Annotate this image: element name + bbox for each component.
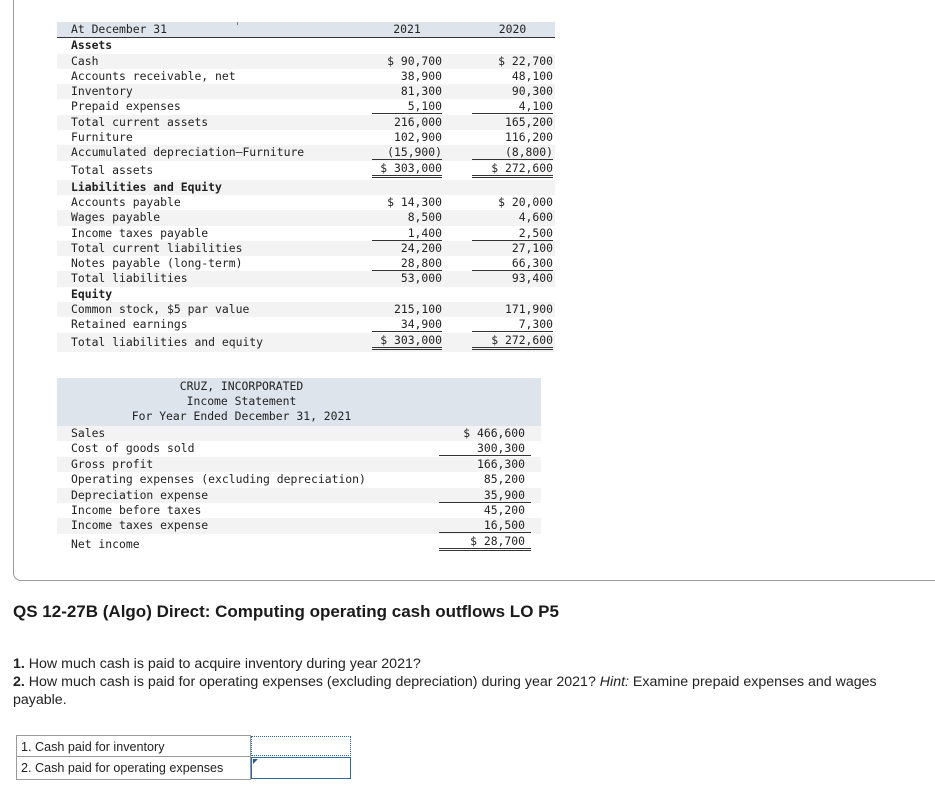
balance-sheet-value-2020: 93,400: [511, 271, 553, 286]
income-statement-row-value: 85,200: [483, 472, 525, 487]
income-statement-row: [57, 457, 541, 472]
income-statement-row: [57, 441, 541, 456]
balance-sheet-row: [57, 115, 555, 130]
balance-sheet-value-2021: $ 303,000: [372, 161, 442, 178]
question-title: QS 12-27B (Algo) Direct: Computing operating cash outflows LO P5: [13, 602, 559, 621]
income-statement-row-label: Depreciation expense: [71, 487, 209, 502]
header-date-label: At December 31: [71, 22, 168, 36]
balance-sheet-value-2020: 4,100: [472, 99, 553, 114]
balance-sheet-value-2021: $ 90,700: [387, 53, 442, 68]
balance-sheet-row-label: Accounts receivable, net: [71, 68, 236, 83]
question-2-text: How much cash is paid for operating expenses (excluding depreciation) during year 2021?: [28, 674, 596, 690]
balance-sheet-row-label: Common stock, $5 par value: [71, 302, 250, 317]
balance-sheet-value-2021: 102,900: [393, 130, 442, 145]
question-1-text: How much cash is paid to acquire inventory during year 2021?: [28, 656, 421, 672]
answer-label-operating-expenses: 2. Cash paid for operating expenses: [16, 757, 251, 780]
balance-sheet-row: [57, 302, 555, 317]
cell-marker-icon: [253, 759, 258, 764]
income-statement-row: [57, 472, 541, 487]
income-statement-row-value: 35,900: [439, 488, 531, 503]
income-statement-row: [57, 534, 541, 554]
balance-sheet-value-2020: 171,900: [504, 302, 553, 317]
balance-sheet-value-2020: $ 20,000: [498, 194, 553, 209]
header-year-2021: 2021: [393, 22, 421, 36]
balance-sheet-row: [57, 161, 555, 180]
income-statement-row-label: Cost of goods sold: [71, 441, 195, 456]
balance-sheet-value-2021: 34,900: [372, 317, 442, 332]
balance-sheet-row: [57, 69, 555, 84]
balance-sheet-table: [57, 22, 555, 352]
balance-sheet-value-2021: 81,300: [400, 84, 442, 99]
balance-sheet-value-2021: 38,900: [400, 68, 442, 83]
income-statement-table: [57, 378, 541, 554]
balance-sheet-value-2021: 24,200: [400, 240, 442, 255]
balance-sheet-row-label: Retained earnings: [71, 317, 188, 332]
balance-sheet-row-label: Total current assets: [71, 114, 209, 129]
balance-sheet-row-label: Furniture: [71, 130, 133, 145]
income-statement-row-value: 16,500: [439, 518, 531, 533]
balance-sheet-value-2021: 1,400: [372, 226, 442, 241]
balance-sheet-row-label: Prepaid expenses: [71, 99, 181, 114]
balance-sheet-value-2020: 165,200: [504, 114, 553, 129]
balance-sheet-row: [57, 287, 555, 302]
answer-label-inventory: 1. Cash paid for inventory: [16, 735, 251, 757]
statement-period: For Year Ended December 31, 2021: [131, 409, 352, 423]
balance-sheet-row-label: Total assets: [71, 162, 154, 177]
balance-sheet-value-2020: 116,200: [504, 130, 553, 145]
balance-sheet-value-2020: 27,100: [511, 240, 553, 255]
income-statement-row-value: $ 28,700: [439, 534, 531, 551]
balance-sheet-value-2021: $ 14,300: [387, 194, 442, 209]
balance-sheet-value-2020: 66,300: [472, 256, 553, 271]
balance-sheet-row: [57, 210, 555, 225]
income-statement-row-value: 45,200: [483, 502, 525, 517]
balance-sheet-row-label: Total current liabilities: [71, 240, 243, 255]
income-statement-row-label: Income before taxes: [71, 502, 202, 517]
header-year-2020: 2020: [498, 22, 527, 36]
income-statement-row-label: Operating expenses (excluding depreciation): [71, 472, 366, 487]
balance-sheet-row-label: Wages payable: [71, 210, 161, 225]
balance-sheet-value-2020: (8,800): [472, 145, 553, 160]
balance-sheet-row: [57, 241, 555, 256]
balance-sheet-value-2021: (15,900): [372, 145, 442, 160]
cash-paid-inventory-input[interactable]: [251, 736, 351, 756]
balance-sheet-row: [57, 180, 555, 195]
balance-sheet-value-2021: 215,100: [393, 302, 442, 317]
balance-sheet-row: [57, 226, 555, 241]
balance-sheet-value-2021: 216,000: [393, 114, 442, 129]
balance-sheet-row: [57, 99, 555, 114]
balance-sheet-row-label: Accumulated depreciation—Furniture: [71, 145, 305, 160]
balance-sheet-row: [57, 145, 555, 160]
income-statement-row-label: Net income: [71, 536, 140, 551]
balance-sheet-value-2021: $ 303,000: [372, 333, 442, 350]
balance-sheet-value-2020: $ 22,700: [498, 53, 553, 68]
balance-sheet-row-label: Inventory: [71, 84, 133, 99]
balance-sheet-row-label: Total liabilities: [71, 271, 188, 286]
balance-sheet-value-2020: $ 272,600: [472, 333, 553, 350]
statement-name: Income Statement: [186, 394, 297, 408]
question-2-hint-label: Hint:: [599, 674, 629, 690]
company-name: CRUZ, INCORPORATED: [179, 379, 304, 393]
income-statement-row-value: $ 466,600: [463, 426, 525, 440]
balance-sheet-row: [57, 54, 555, 69]
balance-sheet-value-2020: 4,600: [518, 210, 553, 225]
cash-paid-operating-expenses-input[interactable]: [251, 757, 351, 779]
income-statement-row-label: Gross profit: [71, 456, 154, 471]
income-statement-row: [57, 503, 541, 518]
balance-sheet-row-label: Total liabilities and equity: [71, 334, 264, 349]
balance-sheet-header: [57, 22, 555, 38]
balance-sheet-value-2021: 28,800: [372, 256, 442, 271]
question-2-number: 2.: [13, 674, 25, 690]
balance-sheet-row: [57, 130, 555, 145]
balance-sheet-value-2021: 8,500: [407, 210, 442, 225]
balance-sheet-row: [57, 333, 555, 352]
income-statement-row-label: Sales: [71, 426, 106, 440]
income-statement-row: [57, 426, 541, 441]
balance-sheet-row: [57, 271, 555, 286]
income-statement-row-value: 166,300: [476, 456, 525, 471]
balance-sheet-row-label: Income taxes payable: [71, 225, 209, 240]
balance-sheet-value-2020: 90,300: [511, 84, 553, 99]
balance-sheet-row: [57, 84, 555, 99]
income-statement-row: [57, 488, 541, 503]
balance-sheet-value-2020: 7,300: [472, 317, 553, 332]
balance-sheet-row-label: Notes payable (long-term): [71, 256, 243, 271]
income-statement-row-label: Income taxes expense: [71, 518, 209, 533]
balance-sheet-value-2020: $ 272,600: [472, 161, 553, 178]
question-1-number: 1.: [13, 656, 25, 672]
question-2: [13, 673, 923, 709]
income-statement-row-value: 300,300: [439, 441, 531, 456]
balance-sheet-value-2020: 48,100: [511, 68, 553, 83]
balance-sheet-row: [57, 256, 555, 271]
balance-sheet-row-label: Assets: [71, 38, 113, 53]
income-statement-row: [57, 518, 541, 533]
balance-sheet-row-label: Cash: [71, 53, 99, 68]
question-1: [13, 655, 923, 673]
balance-sheet-row: [57, 38, 555, 53]
header-tick: [237, 22, 238, 25]
balance-sheet-row: [57, 317, 555, 332]
balance-sheet-value-2020: 2,500: [472, 226, 553, 241]
balance-sheet-row-label: Accounts payable: [71, 194, 181, 209]
income-statement-header: [57, 378, 541, 426]
balance-sheet-row-label: Liabilities and Equity: [71, 179, 222, 194]
balance-sheet-value-2021: 5,100: [372, 99, 442, 114]
balance-sheet-value-2021: 53,000: [400, 271, 442, 286]
balance-sheet-row: [57, 195, 555, 210]
balance-sheet-row-label: Equity: [71, 286, 113, 301]
question-2-hint-text: Examine prepaid expenses and wages payable.: [13, 674, 877, 708]
